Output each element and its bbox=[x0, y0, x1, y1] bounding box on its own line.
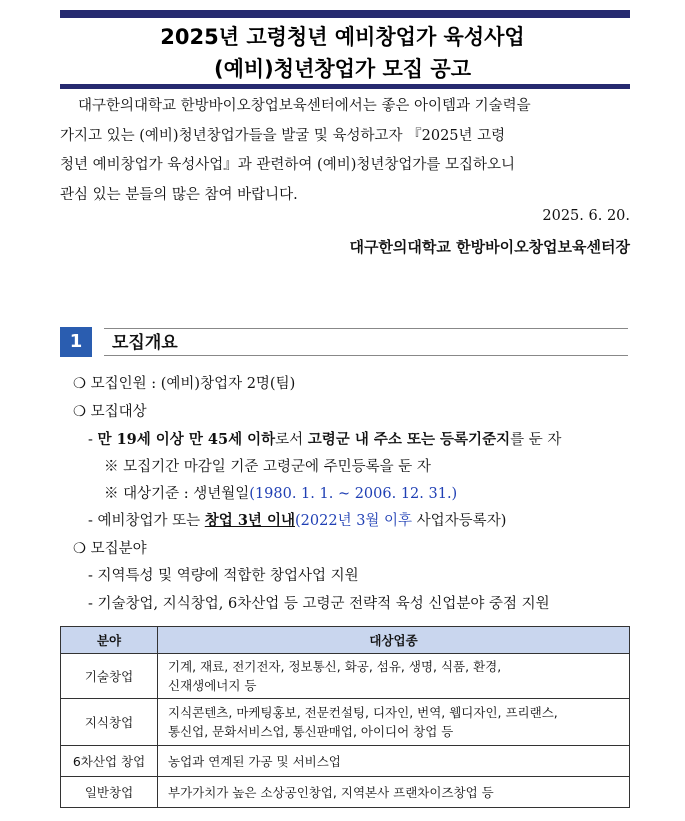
announcement-title-line2: (예비)청년창업가 모집 공고 bbox=[214, 57, 471, 81]
table-row bbox=[61, 699, 630, 746]
table-row bbox=[61, 746, 630, 777]
table-cell-industry bbox=[158, 777, 630, 808]
cell-line: 신재생에너지 등 bbox=[168, 678, 257, 693]
registration-date: (2022년 3월 이후 bbox=[295, 513, 413, 529]
text: 로서 bbox=[275, 432, 308, 448]
text: 를 둔 자 bbox=[510, 432, 562, 448]
table-row bbox=[61, 777, 630, 808]
intro-paragraph bbox=[60, 92, 632, 210]
table-header-industry: 대상업종 bbox=[158, 627, 630, 654]
table-cell-category: 6차산업 창업 bbox=[61, 746, 158, 777]
note-registration: ※ 모집기간 마감일 기준 고령군에 주민등록을 둔 자 bbox=[104, 459, 431, 475]
recruit-target-founder bbox=[88, 509, 506, 530]
header-bottom-bar bbox=[60, 84, 630, 89]
note-birthdate bbox=[104, 482, 457, 503]
table-cell-industry bbox=[158, 654, 630, 699]
table-cell-category: 지식창업 bbox=[61, 699, 158, 746]
within-3-years: 창업 3년 이내 bbox=[204, 512, 296, 529]
intro-line: 청년 예비창업가 육성사업』과 관련하여 (예비)청년창업가를 모집하오니 bbox=[60, 157, 516, 173]
table-header-field: 분야 bbox=[61, 627, 158, 654]
text: ※ 대상기준 : 생년월일 bbox=[104, 486, 250, 502]
residence-condition: 고령군 내 주소 또는 등록기준지 bbox=[307, 431, 511, 448]
cell-line: 통신업, 문화서비스업, 통신판매업, 아이디어 창업 등 bbox=[168, 724, 454, 739]
table-cell-industry bbox=[158, 746, 630, 777]
intro-line: 관심 있는 분들의 많은 참여 바랍니다. bbox=[60, 186, 298, 203]
table-cell-industry bbox=[158, 699, 630, 746]
intro-line: 대구한의대학교 한방바이오창업보육센터에서는 좋은 아이템과 기술력을 bbox=[78, 98, 531, 114]
cell-line: 농업과 연계된 가공 및 서비스업 bbox=[168, 753, 341, 769]
section-number: 1 bbox=[60, 327, 92, 357]
signer: 대구한의대학교 한방바이오창업보육센터장 bbox=[349, 238, 630, 256]
intro-line: 가지고 있는 (예비)청년창업가들을 발굴 및 육성하고자 『2025년 고령 bbox=[60, 127, 506, 144]
cell-line: 지식콘텐츠, 마케팅홍보, 전문컨설팅, 디자인, 번역, 웹디자인, 프리랜스, bbox=[168, 705, 558, 720]
cell-line: 부가가치가 높은 소상공인창업, 지역본사 프랜차이즈창업 등 bbox=[168, 784, 494, 800]
field-table bbox=[60, 626, 630, 808]
recruit-count: ❍ 모집인원 : (예비)창업자 2명(팀) bbox=[73, 376, 296, 392]
recruit-field-heading: ❍ 모집분야 bbox=[73, 541, 147, 557]
recruit-field-line2: - 기술창업, 지식창업, 6차산업 등 고령군 전략적 육성 신업분야 중점 지원 bbox=[88, 596, 550, 612]
header-dots: ...... bbox=[521, 16, 560, 26]
recruit-field-line1: - 지역특성 및 역량에 적합한 창업사업 지원 bbox=[88, 568, 359, 584]
text: - 예비창업가 또는 bbox=[88, 513, 205, 529]
birthdate-range: (1980. 1. 1. ~ 2006. 12. 31.) bbox=[249, 486, 458, 502]
dash: - bbox=[88, 432, 98, 448]
text: 사업자등록자) bbox=[412, 513, 507, 529]
cell-line: 기계, 재료, 전기전자, 정보통신, 화공, 섬유, 생명, 식품, 환경, bbox=[168, 659, 502, 674]
table-cell-category: 일반창업 bbox=[61, 777, 158, 808]
table-cell-category: 기술창업 bbox=[61, 654, 158, 699]
announcement-date: 2025. 6. 20. bbox=[542, 208, 630, 224]
section-title: 모집개요 bbox=[104, 328, 628, 356]
table-row bbox=[61, 654, 630, 699]
recruit-target-heading: ❍ 모집대상 bbox=[73, 404, 147, 420]
announcement-title-line1: 2025년 고령청년 예비창업가 육성사업 bbox=[160, 25, 525, 49]
recruit-target-age bbox=[88, 428, 561, 449]
header-top-bar bbox=[60, 10, 630, 26]
age-range: 만 19세 이상 만 45세 이하 bbox=[97, 431, 276, 448]
